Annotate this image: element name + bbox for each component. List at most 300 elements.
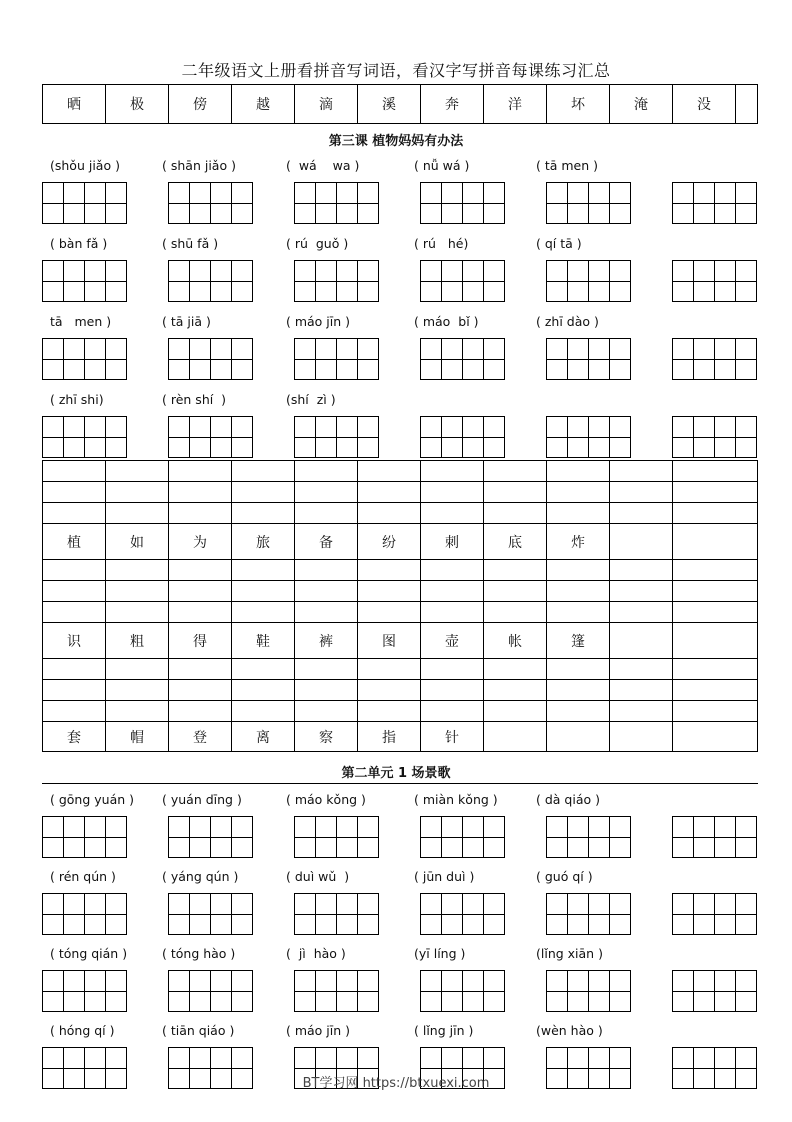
character-cell[interactable] (64, 338, 85, 380)
pinyin-answer-cell[interactable] (421, 701, 484, 722)
character-cell[interactable] (43, 182, 64, 224)
pinyin-answer-cell[interactable] (295, 680, 358, 701)
word-writing-box[interactable] (42, 182, 127, 224)
character-cell[interactable] (211, 338, 232, 380)
pinyin-answer-cell[interactable] (421, 602, 484, 623)
character-cell[interactable] (358, 182, 379, 224)
character-cell[interactable] (463, 416, 484, 458)
character-cell[interactable] (358, 893, 379, 935)
pinyin-answer-cell[interactable] (43, 482, 106, 503)
pinyin-answer-cell[interactable] (610, 602, 673, 623)
character-cell[interactable] (736, 182, 757, 224)
pinyin-answer-cell[interactable] (106, 503, 169, 524)
pinyin-answer-cell[interactable] (672, 560, 757, 581)
pinyin-answer-cell[interactable] (295, 560, 358, 581)
pinyin-answer-cell[interactable] (484, 659, 547, 680)
pinyin-answer-cell[interactable] (421, 461, 484, 482)
character-cell[interactable] (295, 260, 316, 302)
character-cell[interactable] (610, 338, 631, 380)
character-cell[interactable] (463, 816, 484, 858)
character-cell[interactable] (358, 260, 379, 302)
character-cell[interactable] (316, 970, 337, 1012)
character-cell[interactable] (295, 816, 316, 858)
character-cell[interactable] (85, 816, 106, 858)
character-cell[interactable] (295, 893, 316, 935)
pinyin-answer-cell[interactable] (106, 581, 169, 602)
pinyin-answer-cell[interactable] (484, 680, 547, 701)
character-cell[interactable] (484, 182, 505, 224)
character-cell[interactable] (715, 893, 736, 935)
pinyin-answer-cell[interactable] (232, 560, 295, 581)
word-writing-box[interactable] (546, 260, 631, 302)
character-cell[interactable] (190, 416, 211, 458)
character-cell[interactable] (694, 260, 715, 302)
character-cell[interactable] (568, 893, 589, 935)
character-cell[interactable] (358, 416, 379, 458)
character-cell[interactable] (169, 182, 190, 224)
pinyin-answer-cell[interactable] (672, 461, 757, 482)
pinyin-answer-cell[interactable] (672, 503, 757, 524)
character-cell[interactable] (232, 260, 253, 302)
pinyin-answer-cell[interactable] (610, 659, 673, 680)
character-cell[interactable] (169, 816, 190, 858)
pinyin-answer-cell[interactable] (610, 482, 673, 503)
pinyin-answer-cell[interactable] (295, 461, 358, 482)
character-cell[interactable] (316, 893, 337, 935)
word-writing-box[interactable] (672, 816, 757, 858)
character-cell[interactable] (85, 260, 106, 302)
word-writing-box[interactable] (42, 893, 127, 935)
pinyin-answer-cell[interactable] (232, 482, 295, 503)
character-cell[interactable] (169, 416, 190, 458)
pinyin-answer-cell[interactable] (547, 680, 610, 701)
character-cell[interactable] (463, 260, 484, 302)
pinyin-answer-cell[interactable] (421, 560, 484, 581)
pinyin-answer-cell[interactable] (169, 680, 232, 701)
character-cell[interactable] (736, 338, 757, 380)
word-writing-box[interactable] (168, 416, 253, 458)
pinyin-answer-cell[interactable] (484, 560, 547, 581)
pinyin-answer-cell[interactable] (547, 560, 610, 581)
pinyin-answer-cell[interactable] (547, 659, 610, 680)
character-cell[interactable] (337, 260, 358, 302)
pinyin-answer-cell[interactable] (169, 503, 232, 524)
character-cell[interactable] (295, 416, 316, 458)
character-cell[interactable] (43, 816, 64, 858)
character-cell[interactable] (736, 970, 757, 1012)
character-cell[interactable] (694, 893, 715, 935)
pinyin-answer-cell[interactable] (421, 680, 484, 701)
word-writing-box[interactable] (420, 970, 505, 1012)
pinyin-answer-cell[interactable] (106, 680, 169, 701)
pinyin-answer-cell[interactable] (358, 701, 421, 722)
character-cell[interactable] (442, 816, 463, 858)
pinyin-answer-cell[interactable] (672, 701, 757, 722)
character-cell[interactable] (694, 970, 715, 1012)
character-cell[interactable] (232, 893, 253, 935)
character-cell[interactable] (610, 816, 631, 858)
character-cell[interactable] (232, 416, 253, 458)
character-cell[interactable] (589, 970, 610, 1012)
pinyin-answer-cell[interactable] (547, 602, 610, 623)
pinyin-answer-cell[interactable] (43, 701, 106, 722)
character-cell[interactable] (232, 816, 253, 858)
character-cell[interactable] (43, 260, 64, 302)
character-cell[interactable] (169, 970, 190, 1012)
character-cell[interactable] (547, 970, 568, 1012)
pinyin-answer-cell[interactable] (358, 503, 421, 524)
character-cell[interactable] (106, 338, 127, 380)
character-cell[interactable] (673, 816, 694, 858)
character-cell[interactable] (568, 970, 589, 1012)
character-cell[interactable] (169, 260, 190, 302)
word-writing-box[interactable] (672, 182, 757, 224)
pinyin-answer-cell[interactable] (43, 659, 106, 680)
character-cell[interactable] (442, 182, 463, 224)
pinyin-answer-cell[interactable] (295, 482, 358, 503)
word-writing-box[interactable] (42, 260, 127, 302)
pinyin-answer-cell[interactable] (169, 461, 232, 482)
word-writing-box[interactable] (168, 816, 253, 858)
word-writing-box[interactable] (42, 816, 127, 858)
character-cell[interactable] (295, 338, 316, 380)
character-cell[interactable] (106, 260, 127, 302)
pinyin-answer-cell[interactable] (43, 581, 106, 602)
word-writing-box[interactable] (294, 816, 379, 858)
word-writing-box[interactable] (672, 260, 757, 302)
character-cell[interactable] (673, 338, 694, 380)
character-cell[interactable] (295, 182, 316, 224)
pinyin-answer-cell[interactable] (421, 503, 484, 524)
word-writing-box[interactable] (168, 893, 253, 935)
pinyin-answer-cell[interactable] (106, 461, 169, 482)
character-cell[interactable] (421, 816, 442, 858)
character-cell[interactable] (316, 338, 337, 380)
character-cell[interactable] (211, 816, 232, 858)
character-cell[interactable] (547, 416, 568, 458)
character-cell[interactable] (484, 260, 505, 302)
character-cell[interactable] (211, 970, 232, 1012)
character-cell[interactable] (232, 182, 253, 224)
character-cell[interactable] (337, 970, 358, 1012)
character-cell[interactable] (568, 182, 589, 224)
character-cell[interactable] (421, 416, 442, 458)
character-cell[interactable] (64, 893, 85, 935)
character-cell[interactable] (736, 416, 757, 458)
character-cell[interactable] (169, 893, 190, 935)
pinyin-answer-cell[interactable] (484, 701, 547, 722)
character-cell[interactable] (568, 416, 589, 458)
pinyin-answer-cell[interactable] (295, 581, 358, 602)
character-cell[interactable] (337, 416, 358, 458)
character-cell[interactable] (421, 260, 442, 302)
character-cell[interactable] (337, 182, 358, 224)
character-cell[interactable] (610, 970, 631, 1012)
character-cell[interactable] (673, 416, 694, 458)
character-cell[interactable] (169, 338, 190, 380)
word-writing-box[interactable] (672, 970, 757, 1012)
word-writing-box[interactable] (168, 182, 253, 224)
pinyin-answer-cell[interactable] (169, 659, 232, 680)
character-cell[interactable] (358, 338, 379, 380)
word-writing-box[interactable] (420, 338, 505, 380)
word-writing-box[interactable] (294, 970, 379, 1012)
word-writing-box[interactable] (546, 416, 631, 458)
character-cell[interactable] (673, 970, 694, 1012)
pinyin-answer-cell[interactable] (610, 680, 673, 701)
character-cell[interactable] (463, 338, 484, 380)
character-cell[interactable] (190, 260, 211, 302)
pinyin-answer-cell[interactable] (547, 701, 610, 722)
character-cell[interactable] (589, 893, 610, 935)
pinyin-answer-cell[interactable] (295, 701, 358, 722)
pinyin-answer-cell[interactable] (547, 503, 610, 524)
character-cell[interactable] (442, 970, 463, 1012)
character-cell[interactable] (673, 893, 694, 935)
character-cell[interactable] (736, 816, 757, 858)
pinyin-answer-cell[interactable] (610, 461, 673, 482)
word-writing-box[interactable] (672, 893, 757, 935)
pinyin-answer-cell[interactable] (232, 659, 295, 680)
word-writing-box[interactable] (294, 182, 379, 224)
character-cell[interactable] (610, 260, 631, 302)
character-cell[interactable] (106, 416, 127, 458)
word-writing-box[interactable] (420, 893, 505, 935)
word-writing-box[interactable] (168, 338, 253, 380)
word-writing-box[interactable] (294, 338, 379, 380)
character-cell[interactable] (43, 338, 64, 380)
character-cell[interactable] (547, 816, 568, 858)
pinyin-answer-cell[interactable] (295, 602, 358, 623)
character-cell[interactable] (232, 338, 253, 380)
character-cell[interactable] (106, 816, 127, 858)
pinyin-answer-cell[interactable] (672, 581, 757, 602)
character-cell[interactable] (610, 416, 631, 458)
pinyin-answer-cell[interactable] (169, 482, 232, 503)
character-cell[interactable] (64, 260, 85, 302)
character-cell[interactable] (211, 416, 232, 458)
character-cell[interactable] (421, 338, 442, 380)
pinyin-answer-cell[interactable] (43, 560, 106, 581)
pinyin-answer-cell[interactable] (610, 581, 673, 602)
character-cell[interactable] (64, 970, 85, 1012)
character-cell[interactable] (589, 182, 610, 224)
character-cell[interactable] (715, 338, 736, 380)
character-cell[interactable] (694, 182, 715, 224)
character-cell[interactable] (442, 416, 463, 458)
pinyin-answer-cell[interactable] (232, 461, 295, 482)
character-cell[interactable] (190, 816, 211, 858)
character-cell[interactable] (190, 893, 211, 935)
character-cell[interactable] (316, 182, 337, 224)
pinyin-answer-cell[interactable] (421, 659, 484, 680)
character-cell[interactable] (337, 893, 358, 935)
character-cell[interactable] (484, 970, 505, 1012)
pinyin-answer-cell[interactable] (169, 602, 232, 623)
word-writing-box[interactable] (672, 416, 757, 458)
word-writing-box[interactable] (294, 893, 379, 935)
character-cell[interactable] (190, 970, 211, 1012)
character-cell[interactable] (547, 893, 568, 935)
character-cell[interactable] (421, 893, 442, 935)
word-writing-box[interactable] (546, 893, 631, 935)
pinyin-answer-cell[interactable] (106, 482, 169, 503)
character-cell[interactable] (358, 816, 379, 858)
pinyin-answer-cell[interactable] (43, 680, 106, 701)
character-cell[interactable] (232, 970, 253, 1012)
character-cell[interactable] (295, 970, 316, 1012)
word-writing-box[interactable] (168, 260, 253, 302)
character-cell[interactable] (337, 816, 358, 858)
character-cell[interactable] (190, 338, 211, 380)
pinyin-answer-cell[interactable] (106, 701, 169, 722)
pinyin-answer-cell[interactable] (672, 482, 757, 503)
character-cell[interactable] (211, 182, 232, 224)
word-writing-box[interactable] (420, 416, 505, 458)
character-cell[interactable] (106, 893, 127, 935)
character-cell[interactable] (568, 260, 589, 302)
word-writing-box[interactable] (420, 260, 505, 302)
pinyin-answer-cell[interactable] (295, 503, 358, 524)
pinyin-answer-cell[interactable] (232, 701, 295, 722)
pinyin-answer-cell[interactable] (232, 503, 295, 524)
pinyin-answer-cell[interactable] (421, 482, 484, 503)
pinyin-answer-cell[interactable] (484, 503, 547, 524)
character-cell[interactable] (421, 970, 442, 1012)
word-writing-box[interactable] (546, 338, 631, 380)
pinyin-answer-cell[interactable] (484, 482, 547, 503)
pinyin-answer-cell[interactable] (106, 560, 169, 581)
word-writing-box[interactable] (42, 416, 127, 458)
character-cell[interactable] (190, 182, 211, 224)
pinyin-answer-cell[interactable] (232, 602, 295, 623)
pinyin-answer-cell[interactable] (421, 581, 484, 602)
character-cell[interactable] (568, 816, 589, 858)
character-cell[interactable] (715, 416, 736, 458)
pinyin-answer-cell[interactable] (169, 560, 232, 581)
character-cell[interactable] (610, 182, 631, 224)
word-writing-box[interactable] (420, 182, 505, 224)
pinyin-answer-cell[interactable] (610, 560, 673, 581)
word-writing-box[interactable] (42, 338, 127, 380)
pinyin-answer-cell[interactable] (43, 503, 106, 524)
character-cell[interactable] (463, 182, 484, 224)
character-cell[interactable] (85, 338, 106, 380)
character-cell[interactable] (589, 816, 610, 858)
pinyin-answer-cell[interactable] (672, 602, 757, 623)
word-writing-box[interactable] (546, 182, 631, 224)
pinyin-answer-cell[interactable] (672, 680, 757, 701)
pinyin-answer-cell[interactable] (169, 701, 232, 722)
pinyin-answer-cell[interactable] (358, 659, 421, 680)
pinyin-answer-cell[interactable] (43, 602, 106, 623)
character-cell[interactable] (736, 893, 757, 935)
character-cell[interactable] (43, 416, 64, 458)
pinyin-answer-cell[interactable] (295, 659, 358, 680)
pinyin-answer-cell[interactable] (358, 560, 421, 581)
character-cell[interactable] (106, 970, 127, 1012)
character-cell[interactable] (85, 416, 106, 458)
character-cell[interactable] (85, 970, 106, 1012)
character-cell[interactable] (715, 182, 736, 224)
word-writing-box[interactable] (294, 416, 379, 458)
pinyin-answer-cell[interactable] (232, 581, 295, 602)
character-cell[interactable] (442, 260, 463, 302)
pinyin-answer-cell[interactable] (169, 581, 232, 602)
character-cell[interactable] (484, 816, 505, 858)
character-cell[interactable] (64, 816, 85, 858)
character-cell[interactable] (694, 416, 715, 458)
character-cell[interactable] (694, 816, 715, 858)
pinyin-answer-cell[interactable] (358, 680, 421, 701)
character-cell[interactable] (547, 182, 568, 224)
pinyin-answer-cell[interactable] (610, 503, 673, 524)
character-cell[interactable] (484, 416, 505, 458)
pinyin-answer-cell[interactable] (358, 482, 421, 503)
pinyin-answer-cell[interactable] (610, 701, 673, 722)
pinyin-answer-cell[interactable] (358, 602, 421, 623)
character-cell[interactable] (547, 338, 568, 380)
word-writing-box[interactable] (420, 816, 505, 858)
character-cell[interactable] (463, 970, 484, 1012)
character-cell[interactable] (463, 893, 484, 935)
pinyin-answer-cell[interactable] (484, 581, 547, 602)
pinyin-answer-cell[interactable] (672, 659, 757, 680)
character-cell[interactable] (43, 893, 64, 935)
character-cell[interactable] (694, 338, 715, 380)
character-cell[interactable] (715, 970, 736, 1012)
pinyin-answer-cell[interactable] (484, 602, 547, 623)
character-cell[interactable] (85, 182, 106, 224)
character-cell[interactable] (715, 816, 736, 858)
pinyin-answer-cell[interactable] (358, 581, 421, 602)
pinyin-answer-cell[interactable] (106, 602, 169, 623)
character-cell[interactable] (736, 260, 757, 302)
pinyin-answer-cell[interactable] (547, 461, 610, 482)
character-cell[interactable] (106, 182, 127, 224)
character-cell[interactable] (673, 260, 694, 302)
character-cell[interactable] (337, 338, 358, 380)
word-writing-box[interactable] (672, 338, 757, 380)
character-cell[interactable] (673, 182, 694, 224)
pinyin-answer-cell[interactable] (232, 680, 295, 701)
pinyin-answer-cell[interactable] (484, 461, 547, 482)
character-cell[interactable] (316, 260, 337, 302)
character-cell[interactable] (442, 338, 463, 380)
character-cell[interactable] (589, 416, 610, 458)
character-cell[interactable] (484, 338, 505, 380)
character-cell[interactable] (547, 260, 568, 302)
word-writing-box[interactable] (294, 260, 379, 302)
character-cell[interactable] (715, 260, 736, 302)
character-cell[interactable] (442, 893, 463, 935)
character-cell[interactable] (85, 893, 106, 935)
pinyin-answer-cell[interactable] (43, 461, 106, 482)
word-writing-box[interactable] (546, 970, 631, 1012)
character-cell[interactable] (64, 182, 85, 224)
character-cell[interactable] (316, 816, 337, 858)
character-cell[interactable] (211, 893, 232, 935)
character-cell[interactable] (316, 416, 337, 458)
character-cell[interactable] (568, 338, 589, 380)
character-cell[interactable] (43, 970, 64, 1012)
character-cell[interactable] (64, 416, 85, 458)
word-writing-box[interactable] (42, 970, 127, 1012)
character-cell[interactable] (589, 338, 610, 380)
pinyin-answer-cell[interactable] (106, 659, 169, 680)
pinyin-answer-cell[interactable] (358, 461, 421, 482)
pinyin-answer-cell[interactable] (547, 581, 610, 602)
